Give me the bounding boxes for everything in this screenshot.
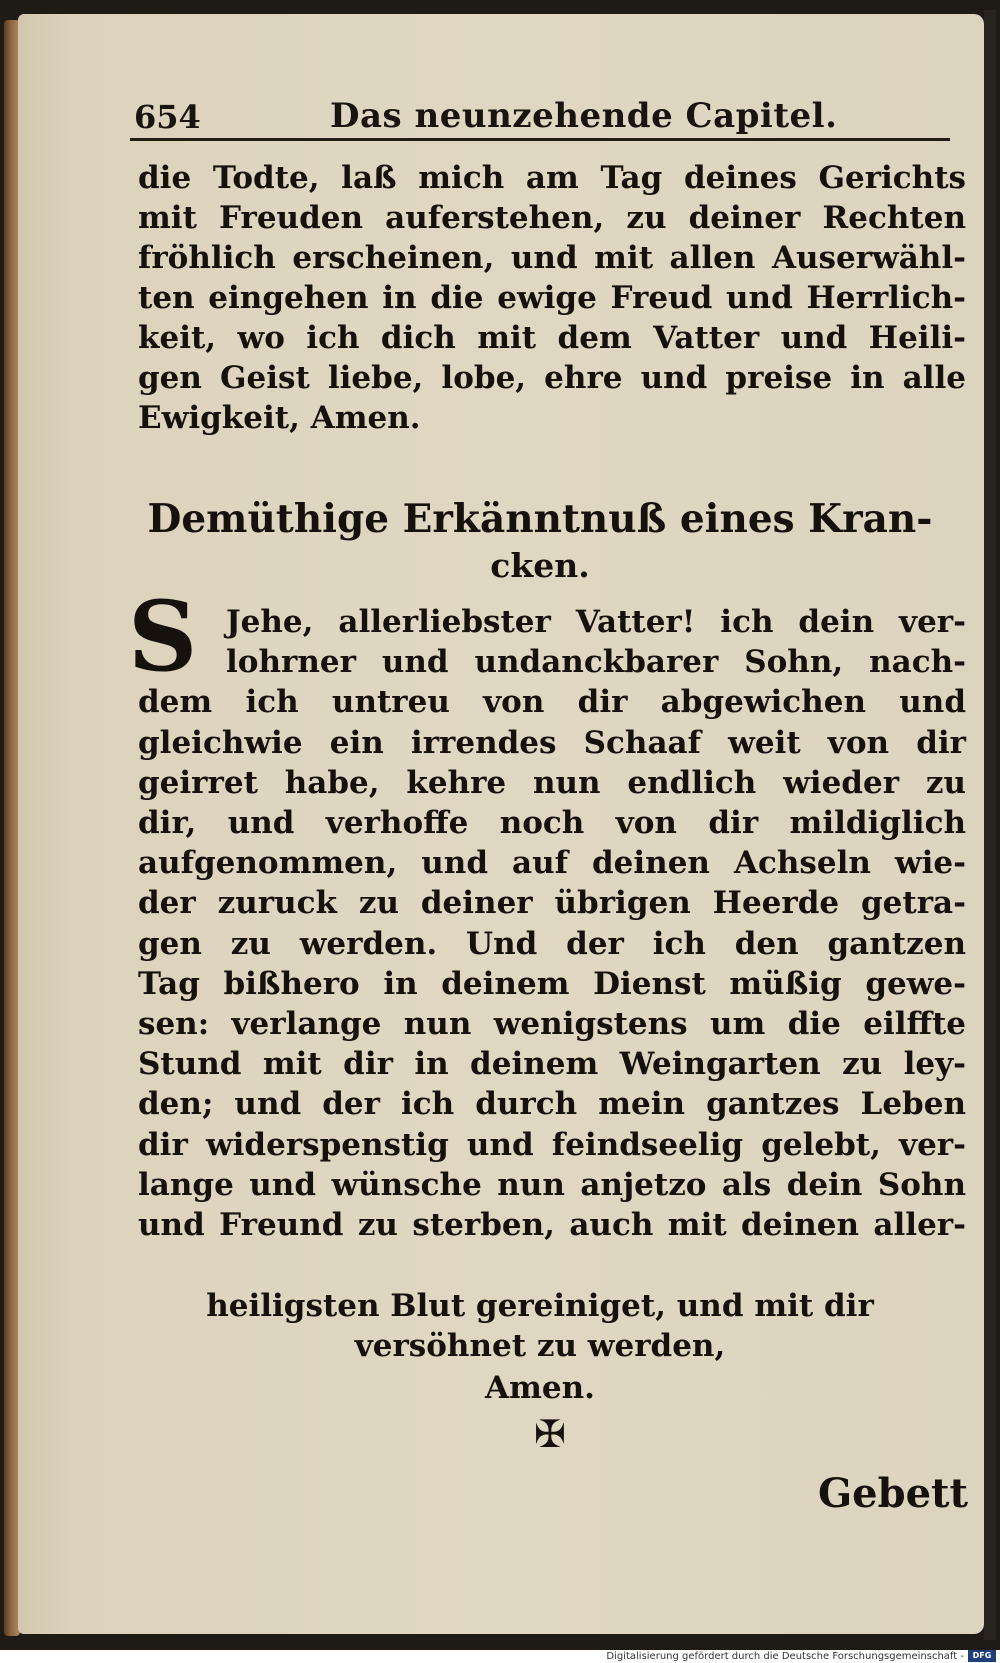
text-line: und Freund zu sterben, auch mit deinen aller- [138, 1207, 966, 1244]
text-line: gen Geist liebe, lobe, ehre und preise in alle [138, 360, 966, 396]
running-head [120, 88, 950, 146]
dfg-logo-icon: DFG [968, 1650, 996, 1662]
text-line: lohrner und undanckbarer Sohn, nach- [226, 644, 966, 681]
cross-icon: ✠ [534, 1412, 566, 1456]
text-line: Ewigkeit, Amen. [138, 400, 421, 436]
closing-line: heiligsten Blut gereiniget, und mit dir [206, 1288, 874, 1324]
text-line: dir, und verhoffe noch von dir mildiglich [138, 805, 966, 842]
text-line: dir widerspenstig und feindseelig gelebt, ver- [138, 1126, 966, 1163]
text-line: sen: verlange nun wenigstens um die eilffte [138, 1006, 966, 1043]
text-line: mit Freuden auferstehen, zu deiner Rechten [138, 200, 966, 236]
page-number: 654 [134, 98, 201, 136]
text-line: dem ich untreu von dir abgewichen und [138, 684, 966, 721]
drop-cap: S [128, 580, 198, 693]
text-line: fröhlich erscheinen, und mit allen Auserwähl- [138, 240, 966, 276]
text-line: gleichwie ein irrendes Schaaf weit von dir [138, 724, 966, 761]
text-line: ten eingehen in die ewige Freud und Herrlich- [138, 280, 966, 316]
catchword: Gebett [818, 1470, 968, 1517]
section-heading: Demüthige Erkänntnuß eines Kran- [147, 496, 933, 542]
text-line: Jehe, allerliebster Vatter! ich dein ver- [226, 604, 966, 640]
prayer-end-paragraph [138, 158, 966, 438]
text-line: die Todte, laß mich am Tag deines Gerichts [138, 160, 966, 196]
section-body [138, 602, 966, 1245]
header-rule [130, 138, 950, 141]
text-line: der zuruck zu deiner übrigen Heerde getra- [138, 885, 966, 922]
chapter-title: Das neunzehende Capitel. [330, 96, 838, 136]
closing-line: Amen. [485, 1370, 595, 1406]
text-line: Tag bißhero in deinem Dienst müßig gewe- [138, 965, 966, 1002]
closing-line: versöhnet zu werden, [354, 1328, 726, 1364]
text-line: gen zu werden. Und der ich den gantzen [138, 925, 966, 962]
book-edge-right [984, 10, 996, 1640]
section-heading-continuation: cken. [490, 546, 590, 585]
text-line: lange und wünsche nun anjetzo als dein Sohn [138, 1166, 966, 1203]
text-line: keit, wo ich dich mit dem Vatter und Heili- [138, 320, 966, 356]
digitization-credit: Digitalisierung gefördert durch die Deutsche Forschungsgemeinschaft - [606, 1651, 964, 1662]
text-line: den; und der ich durch mein gantzes Leben [138, 1086, 966, 1123]
text-line: geirret habe, kehre nun endlich wieder zu [138, 764, 966, 801]
text-line: Stund mit dir in deinem Weingarten zu ley- [138, 1046, 966, 1083]
text-line: aufgenommen, und auf deinen Achseln wie- [138, 845, 966, 882]
